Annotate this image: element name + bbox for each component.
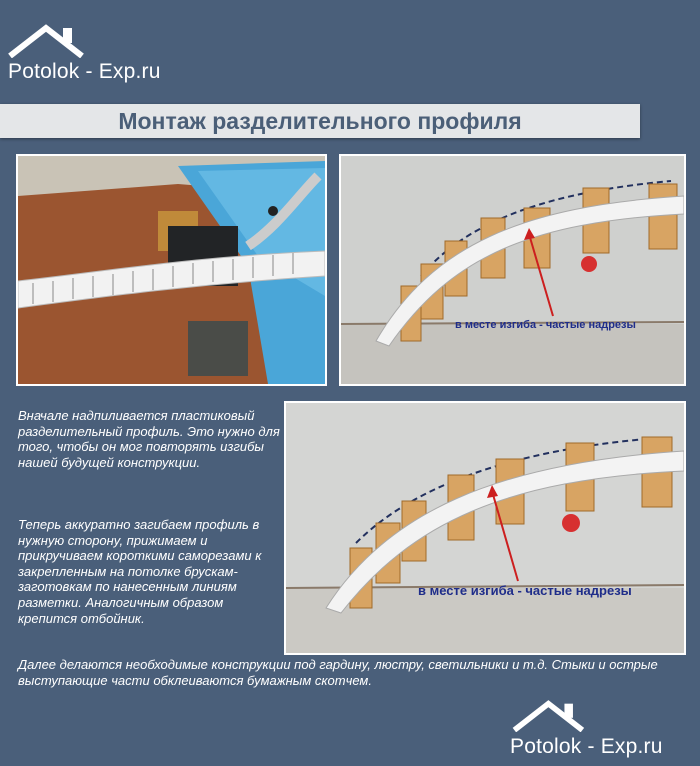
title-bar [0,104,640,138]
paragraph-text: Далее делаются необходимые конструкции под гардину, люстру, светильники и т.д. Стыки и острые выступающие части обклеиваются бумажным скотчем. [18,657,658,688]
photo-callout-bend: в месте изгиба - частые надрезы [455,319,636,331]
site-logo-bottom[interactable] [510,698,700,764]
site-brand-name: Potolok - Exp.ru [8,60,161,83]
instruction-paragraph-1 [18,408,280,470]
paragraph-text: Теперь аккуратно загибаем профиль в нужную сторону, прижимаем и прикручиваем короткими саморезами к закрепленным на потолке брускам-заготовкам по нанесенным линиям разметки. Аналогичным образом крепится отбойник. [18,517,262,626]
photo-callout-bend-closeup: в месте изгиба - частые надрезы [418,583,632,598]
house-roof-icon [512,698,598,732]
paragraph-text: Вначале надпиливается пластиковый разделительный профиль. Это нужно для того, чтобы он мог повторять изгибы нашей будущей конструкции. [18,408,280,470]
page-title: Монтаж разделительного профиля [118,108,522,134]
site-logo-top[interactable] [8,22,208,92]
instruction-paragraph-3 [18,657,688,688]
site-brand-name: Potolok - Exp.ru [510,735,663,758]
house-roof-icon [8,22,98,58]
photo-profile-sawing [16,154,327,386]
instruction-paragraph-2 [18,517,284,626]
photo-profile-mounting [339,154,686,386]
photo-profile-closeup [284,401,686,655]
